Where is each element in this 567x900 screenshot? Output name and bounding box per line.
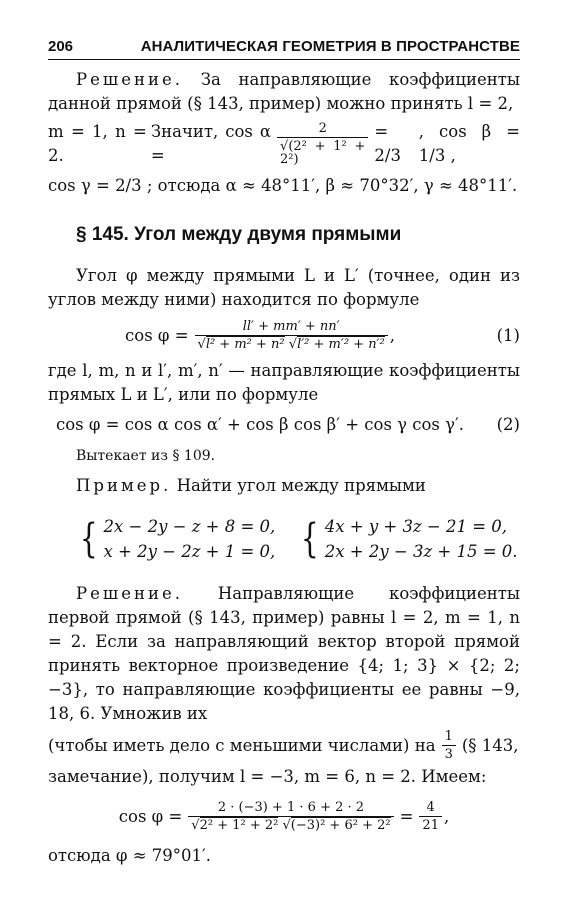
solution2-line-frac (48, 730, 520, 761)
book-page (48, 38, 520, 868)
solution2-fraction-num: 1 (444, 729, 453, 744)
formula-1-lhs: cos φ = (125, 326, 189, 345)
equation-systems (76, 514, 520, 564)
chapter-title: АНАЛИТИЧЕСКАЯ ГЕОМЕТРИЯ В ПРОСТРАНСТВЕ (140, 38, 520, 55)
solution1-line3: cos γ = 2/3 ; отсюда α ≈ 48°11′, β ≈ 70°32′, γ ≈ 48°11′. (48, 176, 518, 195)
formula-3-fraction (188, 801, 393, 832)
solution1-label: Решение. (76, 70, 183, 89)
solution2-text1: Направляющие коэффициенты первой прямой (§ 143, пример) равны l = 2, m = 1, n = 2. Если за направляющий вектор второй прямой принять векторное произведение {4; 1; 3} × {2; 2; −3}, то направляющие коэффициенты ее равны −9, 18, 6. Умножив их (48, 584, 520, 723)
solution1-cos-beta: , cos β = 1/3 , (418, 122, 520, 165)
running-head (48, 38, 520, 60)
formula-3-num: 2 · (−3) + 1 · 6 + 2 · 2 (217, 800, 365, 815)
solution2-label: Решение. (76, 584, 183, 603)
formula-3-den-a: 2² + 1² + 2² (199, 818, 279, 833)
formula-1-fraction (195, 320, 388, 351)
solution1-text2: Значит, cos α = (150, 122, 272, 165)
solution2-text2a: (чтобы иметь дело с меньшими числами) на (48, 735, 436, 755)
section-para1: Угол φ между прямыми L и L′ (точнее, один из углов между ними) находится по формуле (48, 266, 520, 309)
formula-3-eq: = (399, 807, 414, 826)
formula-3-lhs: cos φ = (118, 807, 183, 826)
formula-1-label: (1) (496, 326, 520, 345)
section-para2: где l, m, n и l′, m′, n′ — направляющие коэффициенты прямых L и L′, или по формуле (48, 361, 520, 404)
formula-3-body (48, 801, 520, 832)
formula-2-body: cos φ = cos α cos α′ + cos β cos β′ + cos γ cos γ′. (55, 415, 464, 434)
solution1-fraction-num: 2 (318, 121, 327, 136)
formula-1-den-a: l² + m² + n² (205, 337, 285, 352)
solution2-fraction-den: 3 (442, 745, 456, 761)
formula-3-den: √2² + 1² + 2² √(−3)² + 6² + 2² (188, 816, 393, 832)
solution2-text3: замечание), получим l = −3, m = 6, n = 2. Имеем: (48, 767, 487, 786)
formula-3-result-den: 21 (419, 816, 442, 832)
formula-1-num: ll′ + mm′ + nn′ (242, 319, 340, 334)
solution1-assign1: l = 2, (467, 94, 514, 113)
solution1-fraction (277, 122, 368, 166)
formula-3 (48, 801, 520, 832)
page-number: 206 (48, 38, 74, 55)
example-paragraph (48, 474, 520, 498)
system-1-eq2: x + 2y − 2z + 1 = 0, (103, 542, 276, 561)
section-note: Вытекает из § 109. (76, 448, 216, 464)
example-label: Пример. (76, 476, 172, 495)
solution2-fraction (442, 730, 456, 761)
solution1-text1: За направляющие коэффициенты данной прямой (§ 143, пример) можно принять (48, 70, 521, 113)
formula-1-den: √l² + m² + n² √l′² + m′² + n′² (195, 335, 388, 351)
formula-1 (48, 320, 520, 351)
example-text: Найти угол между прямыми (176, 476, 426, 495)
formula-1-body (48, 320, 472, 351)
system-2-eq1: 4x + y + 3z − 21 = 0, (324, 517, 508, 536)
system-1 (76, 514, 275, 564)
system-2-brace: { (301, 516, 319, 562)
formula-1-den-b: l′² + m′² + n′² (297, 337, 385, 352)
solution2-paragraph (48, 582, 520, 726)
formula-1-tail: , (389, 326, 395, 345)
section-heading: § 145. Угол между двумя прямыми (76, 224, 402, 245)
formula-3-tail: , (443, 807, 450, 826)
formula-3-den-b: (−3)² + 6² + 2² (290, 818, 391, 833)
solution2-text2b: (§ 143, (461, 735, 519, 755)
formula-2-label: (2) (496, 415, 520, 434)
system-2-eq2: 2x + 2y − 3z + 15 = 0. (324, 542, 518, 561)
formula-2 (48, 415, 520, 434)
solution1-assign2: m = 1, n = 2. (48, 122, 147, 165)
system-2 (297, 514, 517, 564)
formula-3-result-num: 4 (426, 800, 435, 815)
solution1-fraction-den: √(2² + 1² + 2²) (277, 137, 368, 166)
system-1-eq1: 2x − 2y − z + 8 = 0, (103, 517, 276, 536)
solution2-conclusion: отсюда φ ≈ 79°01′. (48, 846, 212, 865)
solution1-line2 (48, 120, 520, 168)
system-1-brace: { (79, 516, 98, 562)
formula-3-result (419, 801, 442, 832)
solution1-paragraph (48, 68, 520, 116)
solution1-eq-frac: = 2/3 (374, 122, 401, 165)
